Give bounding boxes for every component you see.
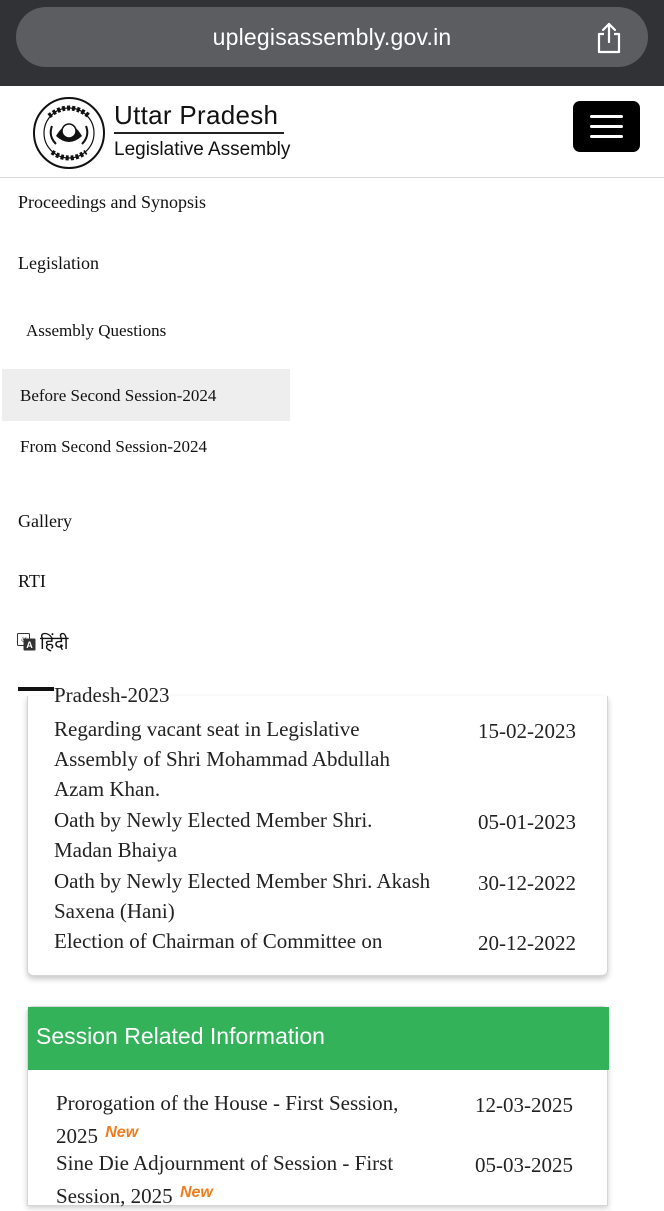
session-date: 12-03-2025 [475, 1093, 573, 1117]
address-bar[interactable] [16, 7, 648, 67]
translate-icon [17, 633, 36, 651]
notice-title: Oath by Newly Elected Member Shri. Madan Bhaiya [54, 808, 373, 862]
menu-bar-icon [590, 115, 623, 118]
svg-text:अ: अ [21, 637, 27, 644]
title-divider [114, 132, 284, 134]
site-subtitle: Legislative Assembly [114, 139, 291, 160]
share-icon[interactable] [594, 22, 624, 54]
session-info-heading: Session Related Information [36, 1023, 325, 1049]
notice-title: Election of Chairman of Committee on [54, 929, 383, 953]
new-badge: New [105, 1124, 139, 1141]
session-info-card [27, 1006, 608, 1206]
nav-item-proceedings[interactable]: Proceedings and Synopsis [18, 192, 206, 212]
new-badge: New [179, 1184, 213, 1201]
assembly-emblem-icon[interactable] [32, 96, 106, 170]
url-text[interactable]: uplegisassembly.gov.in [212, 24, 452, 50]
site-header [0, 86, 664, 178]
notice-title: Regarding vacant seat in Legislative Assembly of Shri Mohammad Abdullah Azam Khan. [54, 717, 390, 801]
session-info-header [28, 1007, 609, 1070]
menu-bar-icon [590, 125, 623, 128]
session-date: 05-03-2025 [475, 1153, 573, 1177]
notice-date: 30-12-2022 [478, 871, 576, 895]
browser-chrome [0, 0, 664, 86]
session-title: Sine Die Adjournment of Session - First Session, 2025 $^{New}$ [56, 1151, 394, 1208]
hamburger-menu-button[interactable] [573, 101, 640, 152]
session-title: Prorogation of the House - First Session, 2025 $^{New}$ [56, 1091, 399, 1148]
nav-item-rti[interactable]: RTI [18, 571, 46, 591]
menu-bar-icon [590, 135, 623, 138]
nav-subitem-from-second-session[interactable]: From Second Session-2024 [20, 437, 207, 456]
nav-item-legislation[interactable]: Legislation [18, 253, 99, 273]
notice-title: Pradesh-2023 [54, 683, 170, 707]
nav-subitem-before-second-session[interactable]: Before Second Session-2024 [20, 386, 217, 405]
notice-date: 15-02-2023 [478, 719, 576, 743]
notices-card [27, 683, 608, 976]
site-title: Uttar Pradesh [114, 100, 279, 130]
notice-date: 20-12-2022 [478, 931, 576, 955]
nav-divider [18, 687, 54, 691]
nav-item-assembly-questions[interactable]: Assembly Questions [26, 321, 167, 340]
svg-text:A: A [26, 640, 33, 650]
nav-item-gallery[interactable]: Gallery [18, 511, 72, 531]
nav-item-hindi[interactable]: हिंदी [40, 633, 69, 653]
notice-date: 05-01-2023 [478, 810, 576, 834]
notice-title: Oath by Newly Elected Member Shri. Akash Saxena (Hani) [54, 869, 431, 923]
